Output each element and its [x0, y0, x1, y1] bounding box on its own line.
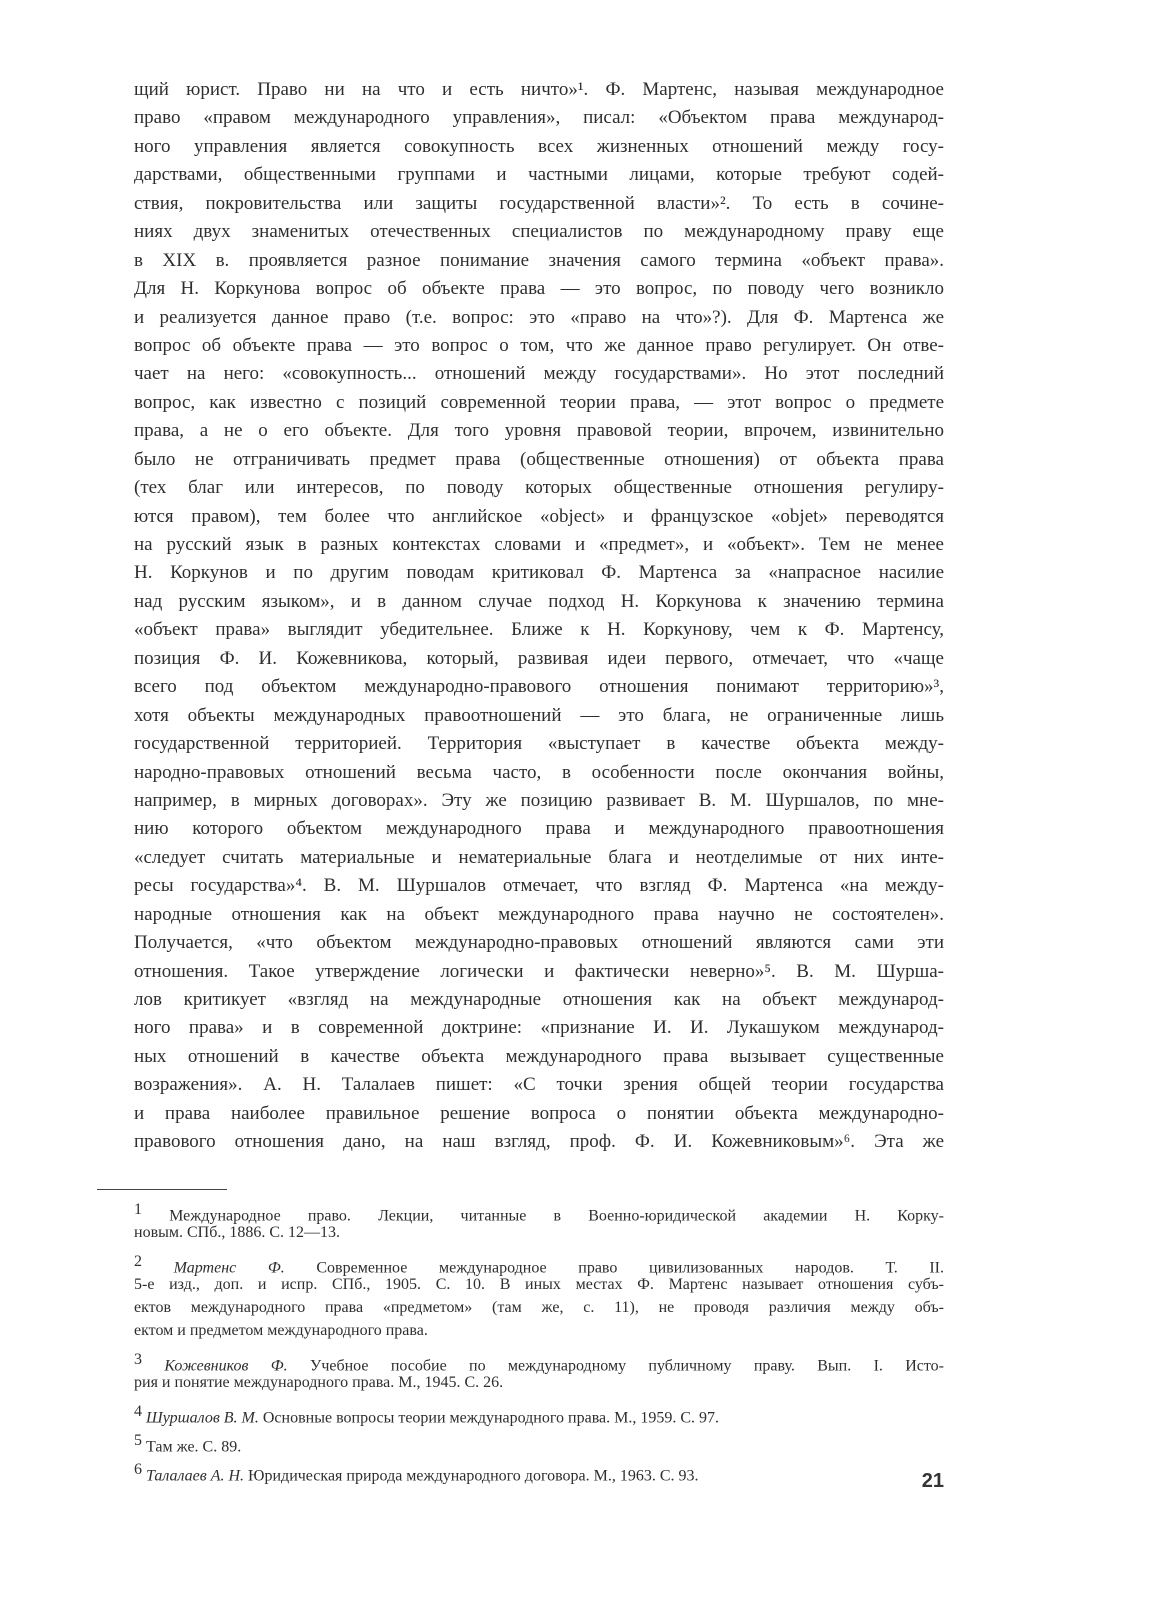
body-line: дарствами, общественными группами и частными лицами, которые требуют содей- — [134, 164, 944, 186]
body-line: ются правом), тем более что английское «object» и французское «objet» переводятся — [134, 505, 944, 527]
footnote-line: ектов международного права «предметом» (там же, с. 11), не проводя различия между объ- — [134, 1299, 944, 1316]
body-line: народно-правовых отношений весьма часто, в особенности после окончания войны, — [134, 761, 944, 783]
footnote-divider — [97, 1189, 227, 1190]
body-line: всего под объектом международно-правового отношения понимают территорию»³, — [134, 676, 944, 698]
footnote-author: Талалаев А. Н. — [146, 1467, 245, 1485]
body-text — [134, 76, 944, 1157]
body-line: ниях двух знаменитых отечественных специалистов по международному праву еще — [134, 221, 944, 243]
footnote-line: ектом и предметом международного права. — [134, 1322, 428, 1339]
footnote-number: 4 — [134, 1403, 142, 1420]
body-line: государственной территорией. Территория «выступает в качестве объекта между- — [134, 733, 944, 755]
footnote-line — [134, 1348, 945, 1375]
body-line: вопрос, как известно с позиций современной теории права, — этот вопрос о предмете — [134, 391, 944, 413]
footnote-number: 6 — [134, 1461, 142, 1478]
footnote-number: 3 — [134, 1351, 142, 1368]
body-line: например, в мирных договорах». Эту же позицию развивает В. М. Шуршалов, по мне- — [134, 789, 944, 811]
footnote-line — [134, 1458, 944, 1485]
body-line: щий юрист. Право ни на что и есть ничто»¹. Ф. Мартенс, называя международное — [134, 79, 944, 100]
footnote-text: Там же. С. 89. — [146, 1438, 242, 1456]
body-line: Получается, «что объектом международно-правовых отношений являются сами эти — [134, 932, 944, 954]
footnote-text: Современное международное право цивилизованных народов. Т. II. — [316, 1259, 944, 1277]
footnote-line: 5-е изд., доп. и испр. СПб., 1905. С. 10. В иных местах Ф. Мартенс называет отношения субъ- — [134, 1276, 944, 1293]
body-line: чает на него: «совокупность... отношений между государствами». Но этот последний — [134, 363, 944, 385]
body-line: право «правом международного управления», писал: «Объектом права международ- — [134, 107, 944, 129]
footnote-line — [134, 1400, 944, 1427]
body-line: «объект права» выглядит убедительнее. Ближе к Н. Коркунову, чем к Ф. Мартенсу, — [134, 619, 944, 641]
footnote-author: Мартенс Ф. — [173, 1259, 285, 1277]
body-line: (тех благ или интересов, по поводу которых общественные отношения регулиру- — [134, 477, 944, 499]
body-line: правового отношения дано, на наш взгляд, проф. Ф. И. Кожевниковым»⁶. Эта же — [134, 1131, 944, 1153]
footnote-2 — [134, 1250, 944, 1342]
footnote-text: Основные вопросы теории международного права. М., 1959. С. 97. — [262, 1409, 720, 1427]
body-line: народные отношения как на объект международного права научно не состоятелен». — [134, 903, 944, 925]
body-line: вопрос об объекте права — это вопрос о том, что же данное право регулирует. Он отве- — [134, 334, 944, 356]
footnote-text: Учебное пособие по международному публичному праву. Вып. I. Исто- — [310, 1357, 945, 1375]
footnote-6 — [134, 1458, 944, 1485]
body-line: Для Н. Коркунова вопрос об объекте права — это вопрос, по поводу чего возникло — [134, 278, 944, 300]
body-line: права, а не о его объекте. Для того уровня правовой теории, впрочем, извинительно — [134, 420, 944, 442]
body-line: над русским языком», и в данном случае подход Н. Коркунова к значению термина — [134, 590, 944, 612]
footnote-number: 5 — [134, 1432, 142, 1449]
footnote-1 — [134, 1198, 944, 1244]
body-line: возражения». А. Н. Талалаев пишет: «С точки зрения общей теории государства — [134, 1074, 944, 1096]
body-line: и реализуется данное право (т.е. вопрос: это «право на что»?). Для Ф. Мартенса же — [134, 306, 944, 328]
body-line: хотя объекты международных правоотношений — это блага, не ограниченные лишь — [134, 704, 944, 726]
footnote-line — [134, 1198, 945, 1225]
footnote-3 — [134, 1348, 944, 1394]
page-number: 21 — [921, 1470, 944, 1492]
footnote-number: 1 — [134, 1201, 142, 1218]
footnote-4 — [134, 1400, 944, 1427]
body-line: и права наиболее правильное решение вопроса о понятии объекта международно- — [134, 1102, 944, 1124]
footnote-text: Юридическая природа международного договора. М., 1963. С. 93. — [248, 1467, 699, 1485]
footnote-author: Шуршалов В. М. — [146, 1409, 259, 1427]
body-line: на русский язык в разных контекстах словами и «предмет», и «объект». Тем не менее — [134, 534, 944, 555]
footnotes — [134, 1198, 944, 1487]
body-line: в XIX в. проявляется разное понимание значения самого термина «объект права». — [134, 249, 944, 271]
footnote-author: Кожевников Ф. — [164, 1357, 288, 1375]
body-line: лов критикует «взгляд на международные отношения как на объект международ- — [134, 989, 944, 1010]
footnote-line — [134, 1429, 944, 1456]
body-line: ного права» и в современной доктрине: «признание И. И. Лукашуком международ- — [134, 1017, 944, 1039]
body-line: ресы государства»⁴. В. М. Шуршалов отмечает, что взгляд Ф. Мартенса «на между- — [134, 875, 944, 897]
body-line: ного управления является совокупность всех жизненных отношений между госу- — [134, 135, 944, 157]
footnote-line — [134, 1250, 944, 1277]
footnote-line: новым. СПб., 1886. С. 12—13. — [134, 1224, 341, 1241]
body-line: ствия, покровительства или защиты государственной власти»². То есть в сочине- — [134, 192, 944, 214]
footnote-number: 2 — [134, 1253, 142, 1270]
footnote-5 — [134, 1429, 944, 1456]
body-line: позиция Ф. И. Кожевникова, который, развивая идеи первого, отмечает, что «чаще — [134, 647, 944, 669]
body-line: «следует считать материальные и нематериальные блага и неотделимые от них инте- — [134, 846, 944, 868]
body-line: нию которого объектом международного права и международного правоотношения — [134, 818, 944, 840]
footnote-line: рия и понятие международного права. М., 1945. С. 26. — [134, 1374, 504, 1391]
body-line: было не отграничивать предмет права (общественные отношения) от объекта права — [134, 448, 944, 470]
body-line: отношения. Такое утверждение логически и фактически неверно»⁵. В. М. Шурша- — [134, 960, 944, 982]
body-line: ных отношений в качестве объекта международного права вызывает существенные — [134, 1045, 944, 1067]
body-line: Н. Коркунов и по другим поводам критиковал Ф. Мартенса за «напрасное насилие — [134, 562, 944, 584]
footnote-text: Международное право. Лекции, читанные в Военно-юридической академии Н. Корку- — [169, 1207, 945, 1225]
